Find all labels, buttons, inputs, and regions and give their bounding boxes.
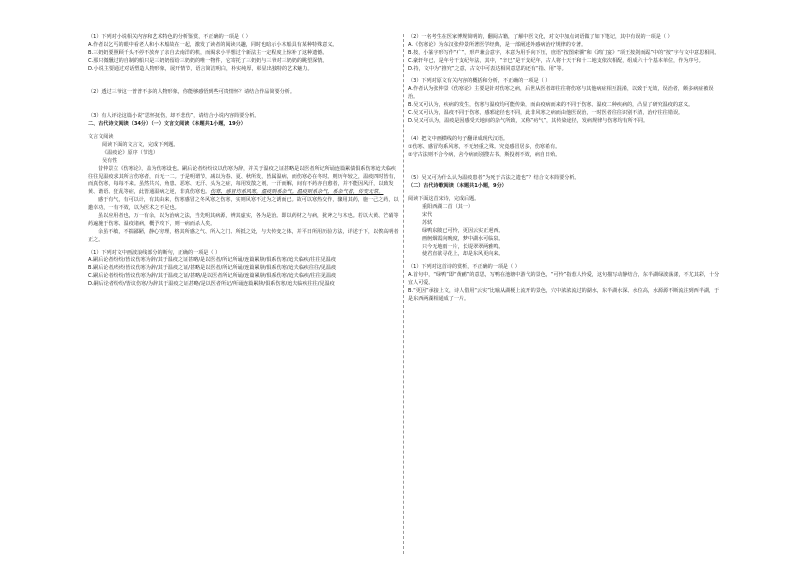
question-8: （5）吴又可为什么认为温疫患者“为死于古法之遗也”？结合文本简要分析。 <box>408 175 580 182</box>
poetry-section-heading: （二）古代诗歌阅读（本题共1小题，9分） <box>408 183 507 190</box>
passage-paragraph-4: 余虽不敏，不揣鄙陋，静心穷理，格其所感之气、所入之门、所抵之处，与夫传变之体，并平日所用历验方法，详述于下，以俟高明者正之。 <box>88 228 399 243</box>
poem-author: 苏轼 <box>422 219 433 226</box>
poem-line-2: 画舸烟霞向晚度，梦中湖水可临泉。 <box>422 235 504 242</box>
question-4-stem: （1）下列对文中画波浪线部分的断句，正确的一项是（ ） <box>88 249 221 256</box>
option-b: B.吴又可认为，疾病的发生，伤寒与温疫均可能传染，而由疫病而来的不同于伤寒、温疫二种疾病的，凸显了研究温疫的意义。 <box>408 102 694 109</box>
column-divider <box>403 34 404 554</box>
poem-instruction: 阅读下面这首宋诗，完成后题。 <box>408 196 480 203</box>
section-2-heading: 二、古代诗文阅读（34分）（一）文言文阅读（本题共1小题，19分） <box>88 121 246 128</box>
translate-item-1: ①伤寒、感冒均系风寒，不无轻重之殊。究竟感冒居多，伤寒希有。 <box>408 143 561 150</box>
translate-item-2: ②守古法则不合今病，舍今病而别搜古书，斯投剂不效，病自日殆。 <box>408 151 561 158</box>
poem-title: 重阳西湖二首（其一） <box>422 204 473 211</box>
right-column <box>408 34 722 304</box>
option-b: B.嗣后论者/纷纷皆议伤寒为辞/其于温疫之证/甚略是以医者/所记所诵/连篇累牍/俱系伤寒/迨夫临疾往往/见温疫 <box>88 265 337 272</box>
poem-dynasty: 宋代 <box>422 212 433 219</box>
option-c: C.嗣后论者纷纷/皆议伤寒为辞/其于温疫之证/甚略/是以医者所记所诵/连篇累牍/俱系伤寒/迨夫临疾/往往见温疫 <box>88 273 337 280</box>
option-d: D.持，文中为“推究”之意，古文中可表达相同意思的还有“指、用”等。 <box>408 65 567 72</box>
question-3: （3）有人评论这篇小说“思怀抚伤，却不悲伤”，请结合小说内容简要分析。 <box>88 113 260 120</box>
left-column <box>88 34 400 289</box>
underlined-sentence: 伤寒、感冒均系风寒，温疫则系杂气。温疫则系杂气，系杂气者，传变无常。 <box>210 189 384 196</box>
poem-line-4: 使君直欲寻花上，却是东风更向来。 <box>422 251 504 258</box>
question-1-stem: （1）下列对小说相关内容和艺术特色的分析鉴赏，不正确的一项是（ ） <box>88 34 251 40</box>
option-d: D.吴又可认为，温疫是因感受天地间的杂气所致，又称“疠气”，其传染途径，发病规律与伤寒均有所不同。 <box>408 117 649 124</box>
question-5-stem: （2）一名考生在医家博规简明的，翻阅古籍，了解中医文化，对文中加点词语做了如下笔记，其中有误的一项是（ ） <box>408 34 673 40</box>
passage-paragraph-2: 感于有气，有可以计，有其由来，伤寒感冒之冬风寒之伤寒，实则风寒不过为之诱而已。故可以寒热交作，骤用其药，施一己之药，以邀幸功，一有不效，以为医术之不足也。 <box>88 197 399 212</box>
option-c: C.豪轩年已，是年号干支纪年法，其中，“辛巳”是干支纪年，古人将十天干和十二地支依次相配，组成六十个基本单位，作为序号。 <box>408 57 704 64</box>
option-a: A.首句中，“绿鸭”即“黄鹂”的意思，写鸭在池塘中游弋的景色，“可怜”指惹人怜爱，这句描写动静结合，东半湖绿波荡漾，不尤其彩，十分宜人可爱。 <box>408 272 720 287</box>
question-7: （4）把文中画横线的句子翻译成现代汉语。 <box>408 135 509 142</box>
reading-instruction: 阅读下面的文言文，完成下列题。 <box>102 142 179 149</box>
option-b: B.按，小篆字形写作“疒”，形声兼会意字，本意为用手向下压，庶语“按图索骥”和《鸿门宴》“项王按剑而跽”中的“按”字与文中意思相同。 <box>408 49 720 56</box>
question-6-stem: （3）下列对原文有关内容的概括和分析，不正确的一项是（ ） <box>408 78 551 85</box>
option-d: D.小说主要通过对话塑造人物形象，展开情节，语言简洁明白，朴实纯厚，彰显出独特的艺术魅力。 <box>88 65 313 72</box>
poem-line-1: 绿鸭东陂已可怜，更因云实正迥西。 <box>422 227 504 234</box>
option-b: B.三奶奶要照顾千头不停不放弃了亲自去南洋的机，而渴求小半想过个新法主一定程度上惊补了这种遗憾。 <box>88 49 328 56</box>
passage-paragraph-3: 虽以应用者也，万一有余，以为治病之法，当先明其病源，辨其虚实，各为是治。即以药材之与病，犹斧之与木也。若以大黄、芒硝等药遍施于伤寒、温疫诸病，概予攻下，则一病而杀人矣。 <box>88 213 399 227</box>
option-a: A.《伤寒论》为东汉张仲景所著医学经典，是一部阐述外感病治疗规律的专著。 <box>408 41 587 48</box>
question-2: （2）透过三爷这一普普不多的人物形象，你能够感悟到些可贵情怀？请结合作品简要分析。 <box>88 89 295 96</box>
option-a: A.作者认为张仲景《伤寒论》主要是针对伤寒之病，后世从医者却往往将伤寒与其他病症相互混淆，以致于无效，误治者，颇多病症被误治。 <box>408 86 714 101</box>
poem-line-3: 只今无地雨一片，长堤翠翠两雅鸣。 <box>422 243 504 250</box>
reading-title: 文言文阅读 <box>88 134 114 141</box>
option-b: B.“更因”承接上文，诗人借用“云实”比喻从湖梗上流开的景色，穴中浓浓流过的湖水，东半湖水深、水位高，水源源不断流注到西半湖，于是东西两湖相通成了一片。 <box>408 288 720 302</box>
option-d: D.嗣后论者纷纷/皆议伤寒/为辞其于温疫之证甚略/是以医者所记/所诵连篇累牍/俱系伤寒/迨夫临疾往往/见温疫 <box>88 281 335 288</box>
option-a: A.作者以乞丐的眼中看老人和小木船故在一起，激发了读者的阅读兴趣，同时也暗示小木船具有某种特殊意义。 <box>88 41 338 48</box>
passage-paragraph-1: 昔仲景立《伤寒论》，盖为伤寒设也。嗣后论者纷纷议以伤寒为辞，并关于温疫之证甚略是以医者所记所诵连篇累债俱系伤寒迨夫临疾往往见温疫求其所言伤寒者，百无一二。于是明谓节，减以为春、夏、秋所发，皆属温病，而伤寒必在冬时。则历年较之，温疫四时皆有，而真伤寒，每每不来。虽然共兴，角患、恶寒、无汗、头为之症，每用发散之剂，一汗而解，间有不药亦自愈者，并不能因风汗，以致发黄、谵语、狂乱等症，此皆通温病之逆，非真伤寒也。伤寒、感冒均系风寒，温疫则系杂气。温疫则系杂气，系杂气者，传变无常。 <box>88 165 399 196</box>
passage-title: 《温疫论》原序（节选） <box>102 149 159 156</box>
question-9-stem: （1）下列对这首诗的赏析，不正确的一项是（ ） <box>408 264 520 271</box>
option-c: C.那只微醺过的自制的船只是三奶奶留给三奶奶的唯一物件，它寄托了三奶奶与三爷对三奶奶的眺望深情。 <box>88 57 328 64</box>
option-c: C.吴又可认为，温疫不同于伤寒，感邪途径也不同，此非风寒之病而由他医误治，一时医者往往识别不清，治疗往往错误。 <box>408 110 684 117</box>
passage-author: 吴有性 <box>102 157 118 164</box>
option-a: A.嗣后论者纷纷/皆议伤寒为辞/其于温疫之证甚略/是以医者/所记所诵/连篇累牍/俱系伤寒/迨夫临疾/往往见温疫 <box>88 257 336 264</box>
